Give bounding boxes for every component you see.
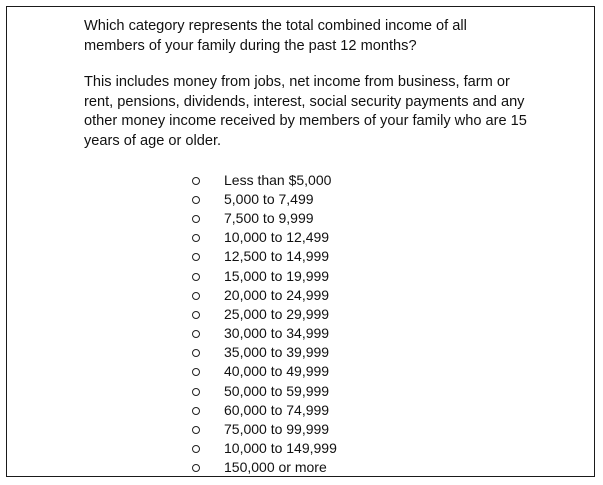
option-label: 7,500 to 9,999 (224, 209, 314, 226)
income-option[interactable] (190, 247, 337, 266)
option-label: 40,000 to 49,999 (224, 363, 330, 380)
option-label: 30,000 to 34,999 (224, 325, 330, 342)
income-option[interactable] (190, 170, 337, 189)
radio-button[interactable] (192, 349, 200, 357)
radio-button[interactable] (192, 368, 200, 376)
income-option[interactable] (190, 304, 337, 323)
income-option[interactable] (190, 324, 337, 343)
radio-button[interactable] (192, 426, 200, 434)
option-label: 35,000 to 39,999 (224, 344, 330, 361)
income-option[interactable] (190, 362, 337, 381)
radio-button[interactable] (192, 464, 200, 472)
radio-button[interactable] (192, 196, 200, 204)
radio-button[interactable] (192, 311, 200, 319)
income-option[interactable] (190, 400, 337, 419)
option-label: 20,000 to 24,999 (224, 286, 330, 303)
question-frame (6, 6, 595, 477)
instruction-text (84, 73, 584, 151)
income-option[interactable] (190, 343, 337, 362)
income-option[interactable] (190, 381, 337, 400)
income-option[interactable] (190, 208, 337, 227)
option-label: 50,000 to 59,999 (224, 382, 330, 399)
radio-button[interactable] (192, 292, 200, 300)
radio-button[interactable] (192, 253, 200, 261)
radio-button[interactable] (192, 407, 200, 415)
income-option[interactable] (190, 189, 337, 208)
instruction-line-1: This includes money from jobs, net income from business, farm or (84, 74, 510, 90)
option-label: 10,000 to 149,999 (224, 440, 337, 457)
question-line-2: members of your family during the past 12 months? (84, 37, 417, 54)
option-label: 75,000 to 99,999 (224, 421, 330, 438)
income-option[interactable] (190, 285, 337, 304)
income-option[interactable] (190, 458, 337, 477)
radio-button[interactable] (192, 445, 200, 453)
option-label: 12,500 to 14,999 (224, 248, 330, 265)
option-label: 150,000 or more (224, 459, 327, 476)
instruction-line-2: rent, pensions, dividends, interest, social security payments and any (84, 93, 525, 110)
radio-button[interactable] (192, 234, 200, 242)
income-option[interactable] (190, 439, 337, 458)
income-option[interactable] (190, 419, 337, 438)
income-option[interactable] (190, 266, 337, 285)
question-line-1: Which category represents the total combined income of all (84, 18, 467, 34)
option-label: 15,000 to 19,999 (224, 267, 330, 284)
radio-button[interactable] (192, 273, 200, 281)
option-label: 25,000 to 29,999 (224, 305, 330, 322)
option-label: 60,000 to 74,999 (224, 401, 330, 418)
radio-button[interactable] (192, 388, 200, 396)
option-label: Less than $5,000 (224, 171, 332, 188)
radio-button[interactable] (192, 330, 200, 338)
instruction-line-4: years of age or older. (84, 132, 222, 149)
instruction-line-3: other money income received by members of your family who are 15 (84, 113, 527, 129)
option-label: 10,000 to 12,499 (224, 229, 330, 246)
income-option[interactable] (190, 228, 337, 247)
option-label: 5,000 to 7,499 (224, 190, 314, 207)
question-text (84, 17, 564, 56)
radio-button[interactable] (192, 215, 200, 223)
radio-button[interactable] (192, 177, 200, 185)
income-options-list (190, 170, 337, 477)
